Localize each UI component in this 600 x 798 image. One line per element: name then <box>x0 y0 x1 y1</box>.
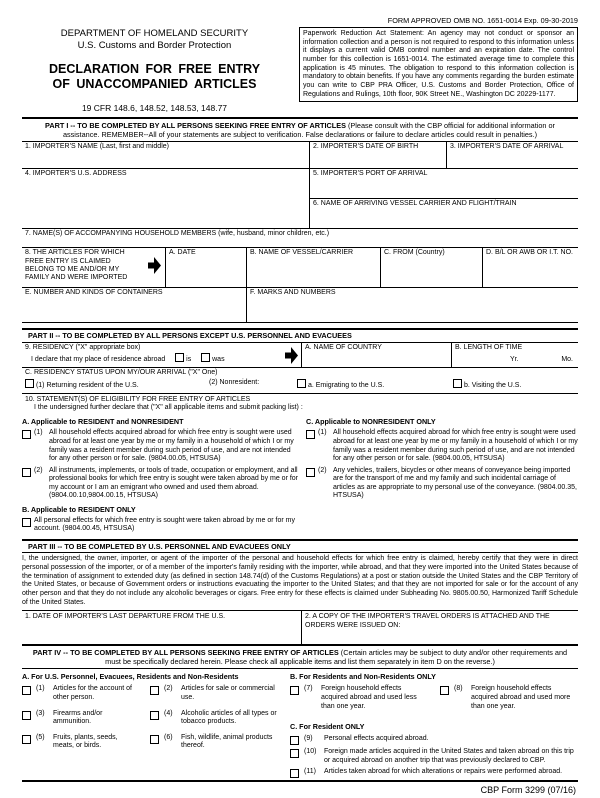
field-travel-orders[interactable] <box>302 611 578 644</box>
form-id: CBP Form 3299 (07/16) <box>480 785 576 796</box>
item-2-num: (2) <box>164 685 173 693</box>
checkbox-statement-c2[interactable] <box>306 468 315 477</box>
checkbox-item-11[interactable] <box>290 769 299 778</box>
part2-title: PART II -- TO BE COMPLETED BY ALL PERSONS EXCEPT U.S. PERSONNEL AND EVACUEES <box>28 331 352 341</box>
eligibility-statements <box>22 413 578 538</box>
part1-instructions: (Please consult with the CBP official for additional information or assistance. REMEMBER--All of your statements are subject to verification. False declarations or failure to declare articles could result in penalties.) <box>62 120 555 139</box>
checkbox-item-6[interactable] <box>150 735 159 744</box>
statement-c2-text: Any vehicles, trailers, bicycles or other means of conveyance being imported are for the transport of me and my family and such incidental carriage of articles as are appropriate to my personal use of the conveyance. (9804.00.35, HTSUSA) <box>333 466 577 500</box>
item-1-text: Articles for the account of other person. <box>53 685 132 701</box>
item-11-text: Articles taken abroad for which alterations or repairs were performed abroad. <box>324 768 563 776</box>
item-4 <box>150 710 290 727</box>
field-us-address-label: 4. IMPORTER'S U.S. ADDRESS <box>25 170 127 178</box>
agency-subname: U.S. Customs and Border Protection <box>77 39 232 51</box>
checkbox-item-4[interactable] <box>150 711 159 720</box>
checkbox-emigrating[interactable] <box>297 379 306 388</box>
field-importers-name-label: 1. IMPORTER'S NAME (Last, first and middle) <box>25 143 169 151</box>
residency-status-title: C. RESIDENCY STATUS UPON MY/OUR ARRIVAL ("X" One) <box>25 368 218 376</box>
checkbox-residence-was[interactable] <box>201 353 210 362</box>
field-port-of-arrival-label: 5. IMPORTER'S PORT OF ARRIVAL <box>313 170 428 178</box>
item-1-num: (1) <box>36 685 45 693</box>
statement-a2 <box>22 467 300 501</box>
part4-header <box>22 644 578 669</box>
item-6 <box>150 734 290 751</box>
statement-c1-num: (1) <box>318 429 327 437</box>
visiting-option <box>453 379 521 390</box>
residency-title: 9. RESIDENCY ("X" appropriate box) <box>25 343 141 351</box>
agency-name: DEPARTMENT OF HOMELAND SECURITY <box>60 28 249 39</box>
part4-section-bc <box>290 672 578 778</box>
item-9 <box>290 735 578 745</box>
agency-block <box>22 16 287 113</box>
item-5-num: (5) <box>36 733 45 741</box>
part4-title: PART IV -- TO BE COMPLETED BY ALL PERSONS SEEKING FREE ENTRY OF ARTICLES <box>32 647 339 657</box>
emigrating-label: a. Emigrating to the U.S. <box>307 382 385 390</box>
statement-a2-num: (2) <box>34 466 43 474</box>
field-last-departure-label: 1. DATE OF IMPORTER'S LAST DEPARTURE FROM THE U.S. <box>25 613 226 621</box>
field-from-country[interactable] <box>381 248 483 288</box>
item-6-num: (6) <box>164 733 173 741</box>
field-length-of-time[interactable] <box>452 343 578 367</box>
field-vessel-carrier-flight-label: 6. NAME OF ARRIVING VESSEL CARRIER AND FLIGHT/TRAIN <box>313 200 517 208</box>
residence-is-label: is <box>186 356 192 364</box>
part2-body <box>22 343 578 539</box>
statements-right-column <box>300 413 578 533</box>
length-of-time-label: B. LENGTH OF TIME <box>455 343 523 351</box>
item-11 <box>290 768 578 778</box>
field-date-label: A. DATE <box>169 249 196 257</box>
item-7-text: Foreign household effects acquired abroad and used less than one year. <box>321 685 417 710</box>
eligibility-intro <box>22 394 578 414</box>
item-10-num: (10) <box>304 748 317 756</box>
checkbox-item-2[interactable] <box>150 686 159 695</box>
statement-a2-text: All instruments, implements, or tools of trade, occupation or employment, and all professional books for which free entry is sought were taken abroad by me or for my account or I am an emigrant who owned and used them abroad. (9804.00.10,9804.00.15, HTSUSA) <box>49 466 299 500</box>
part4-instructions: (Certain articles may be subject to duty and/or other requirements and must be specifically declared herein. Please check all applicable items and list them separately in item D on the reverse.) <box>105 647 568 667</box>
statement-a1 <box>22 429 300 463</box>
checkbox-returning-resident[interactable] <box>25 379 34 388</box>
part2-header <box>22 328 578 343</box>
checkbox-statement-a1[interactable] <box>22 430 31 439</box>
part4-c-heading: C. For Resident ONLY <box>290 722 365 732</box>
field-date-of-arrival-label: 3. IMPORTER'S DATE OF ARRIVAL <box>450 143 564 151</box>
arrow-right-icon <box>148 257 161 274</box>
statement-c1 <box>306 429 578 463</box>
checkbox-item-5[interactable] <box>22 735 31 744</box>
item-3-text: Firearms and/or ammunition. <box>53 709 103 726</box>
checkbox-residence-is[interactable] <box>175 353 184 362</box>
statement-a1-num: (1) <box>34 429 43 437</box>
field-household-members[interactable] <box>22 229 578 247</box>
field-marks-numbers[interactable] <box>247 288 578 322</box>
item-7-num: (7) <box>304 685 313 693</box>
checkbox-item-8[interactable] <box>440 686 449 695</box>
statement-a1-text: All household effects acquired abroad for which free entry is sought were used abroad for at least one year by me or my family in a household of which I or my family was a resident member during such period of use, and are not intended for any other person or for sale. (9804.00.05, HTSUSA) <box>49 429 294 463</box>
part1-title: PART I -- TO BE COMPLETED BY ALL PERSONS SEEKING FREE ENTRY OF ARTICLES <box>45 120 346 130</box>
omb-approval: FORM APPROVED OMB NO. 1651-0014 Exp. 09-30-2019 <box>387 16 578 25</box>
part4-a-heading: A. For U.S. Personnel, Evacuees, Residents and Non-Residents <box>22 672 239 682</box>
form-title-line2: OF UNACCOMPANIED ARTICLES <box>52 77 257 92</box>
field-importers-name[interactable] <box>22 142 310 169</box>
item-8-num: (8) <box>454 685 463 693</box>
section-b-heading: B. Applicable to RESIDENT ONLY <box>22 504 136 514</box>
checkbox-item-3[interactable] <box>22 711 31 720</box>
item-7 <box>290 685 440 711</box>
item-4-num: (4) <box>164 709 173 717</box>
item-2 <box>150 685 290 702</box>
cfr-citation: 19 CFR 148.6, 148.52, 148.53, 148.77 <box>81 103 228 113</box>
field-articles-claim <box>22 248 166 288</box>
checkbox-item-9[interactable] <box>290 736 299 745</box>
item-5 <box>22 734 150 751</box>
nonresident-label: (2) Nonresident: <box>209 379 260 387</box>
field-vessel-carrier-name[interactable] <box>247 248 381 288</box>
checkbox-statement-a2[interactable] <box>22 468 31 477</box>
field-residency <box>22 343 302 367</box>
part3-certification: I, the undersigned, the owner, importer, or agent of the importer of the personal and household effects for which free entry is claimed, hereby certify that they were in direct personal possession of the importer, or of a member of the importer's family residing with the importer, while abroad, and that they were imported into the United States because of the termination of assignment to extended duty (as defined in section 148.74(d) of the Customs Regulations) at a post or station outside the United States and the CBP Territory of the United States, or because of Government orders or instructions evacuating the importer to the United States; and that they are not imported for sale or for the account of any other person and that they do not include any alcoholic beverages or cigars. Free entry for these effects is claimed under Subheading No. 9805.00.50, Harmonized Tariff Schedule of the United States. <box>22 555 578 606</box>
item-9-num: (9) <box>304 735 313 743</box>
name-of-country-label: A. NAME OF COUNTRY <box>305 343 382 351</box>
field-bl-awb-it-no[interactable] <box>483 248 578 288</box>
omb-block <box>287 16 578 113</box>
item-8-text: Foreign household effects acquired abroad and used more than one year. <box>471 685 571 710</box>
returning-resident-option <box>25 379 139 390</box>
length-yr-label: Yr. <box>510 355 519 363</box>
emigrating-option <box>297 379 384 390</box>
field-household-members-label: 7. NAME(S) OF ACCOMPANYING HOUSEHOLD MEMBERS (wife, husband, minor children, etc.) <box>25 230 330 238</box>
field-date-of-arrival[interactable] <box>447 142 578 169</box>
section-c-heading: C. Applicable to NONRESIDENT ONLY <box>306 417 436 427</box>
field-from-country-label: C. FROM (Country) <box>384 249 445 257</box>
field-date-of-birth-label: 2. IMPORTER'S DATE OF BIRTH <box>313 143 419 151</box>
item-4-text: Alcoholic articles of all types or tobacco products. <box>181 709 277 726</box>
field-date-of-birth[interactable] <box>310 142 447 169</box>
statement-b1-text: All personal effects for which free entry is sought were taken abroad by me or for my account. (9804.00.45, HTSUSA) <box>34 516 295 533</box>
checkbox-item-7[interactable] <box>290 686 299 695</box>
residency-status-row <box>22 368 578 394</box>
field-vessel-carrier-name-label: B. NAME OF VESSEL/CARRIER <box>250 249 354 257</box>
part1-table <box>22 142 578 247</box>
length-mo-label: Mo. <box>561 355 573 363</box>
item-6-text: Fish, wildlife, animal products thereof. <box>181 733 273 750</box>
part4-section-a <box>22 672 290 778</box>
item-3 <box>22 710 150 727</box>
statement-c2-num: (2) <box>318 466 327 474</box>
form-header <box>22 16 578 113</box>
section-a-heading: A. Applicable to RESIDENT and NONRESIDENT <box>22 417 184 427</box>
item-5-text: Fruits, plants, seeds, meats, or birds. <box>53 733 118 750</box>
part3-fields <box>22 610 578 644</box>
item-9-text: Personal effects acquired abroad. <box>324 735 429 743</box>
statement-b1 <box>22 517 300 534</box>
checkbox-visiting[interactable] <box>453 379 462 388</box>
part3-header <box>22 539 578 554</box>
field-date[interactable] <box>166 248 247 288</box>
visiting-label: b. Visiting the U.S. <box>463 382 522 390</box>
field-bl-awb-it-no-label: D. B/L OR AWB OR I.T. NO. <box>486 249 573 257</box>
field-last-departure-date[interactable] <box>22 611 302 644</box>
form-title-line1: DECLARATION FOR FREE ENTRY <box>48 61 261 76</box>
statements-left-column <box>22 413 300 533</box>
item-10-text: Foreign made articles acquired in the United States and taken abroad on this trip or acquired abroad on another trip that was previously declared to CBP. <box>324 748 574 764</box>
residency-declare-text: I declare that my place of residence abroad <box>31 356 166 364</box>
checkbox-item-10[interactable] <box>290 749 299 758</box>
field-us-address[interactable] <box>22 169 310 229</box>
field-port-of-arrival[interactable] <box>310 169 578 199</box>
item-11-num: (11) <box>304 768 316 776</box>
paperwork-reduction-statement: Paperwork Reduction Act Statement: An agency may not conduct or sponsor an information collection and a person is not required to respond to this information unless it displays a current valid OMB control number and an expiration date. The control number for this collection is 1651-0014. The estimated average time to complete this application is 45 minutes. The obligation to respond to this information collection is mandatory to obtain benefits. If you have any comments regarding the burden estimate you can write to CBP PRA Officer, U.S. Customs and Border Protection, Office of Regulations and Rulings, 10th floor, 90K Street NE., Washington DC 20229-1177. <box>299 27 578 102</box>
field-containers[interactable] <box>22 288 247 322</box>
item-2-text: Articles for sale or commercial use. <box>181 685 275 701</box>
field-travel-orders-label: 2. A COPY OF THE IMPORTER'S TRAVEL ORDERS IS ATTACHED AND THE ORDERS WERE ISSUED ON: <box>305 613 550 629</box>
residence-was-label: was <box>212 356 225 364</box>
part3-title: PART III -- TO BE COMPLETED BY U.S. PERSONNEL AND EVACUEES ONLY <box>28 541 291 551</box>
part4-b-heading: B. For Residents and Non-Residents ONLY <box>290 672 436 682</box>
statement-c1-text: All household effects acquired abroad for which free entry is sought were used abroad for at least one year by me or my family in a household of which I or my family was a resident member during such period of use, and are not intended for any other person or for sale. (9804.00.05, HTSUSA) <box>333 429 578 463</box>
checkbox-item-1[interactable] <box>22 686 31 695</box>
field-articles-claim-label: 8. THE ARTICLES FOR WHICH FREE ENTRY IS CLAIMED BELONG TO ME AND/OR MY FAMILY AND WERE IMPORTED <box>25 249 128 282</box>
checkbox-statement-b1[interactable] <box>22 518 31 527</box>
item-1 <box>22 685 150 702</box>
field-name-of-country[interactable] <box>302 343 452 367</box>
statement-c2 <box>306 467 578 501</box>
item-3-num: (3) <box>36 709 45 717</box>
field-containers-label: E. NUMBER AND KINDS OF CONTAINERS <box>25 289 163 297</box>
arrow-right-icon <box>285 347 298 364</box>
item-8 <box>440 685 578 711</box>
eligibility-title: 10. STATEMENT(S) OF ELIGIBILITY FOR FREE ENTRY OF ARTICLES <box>25 395 251 403</box>
part4-body <box>22 669 578 778</box>
articles-table <box>22 247 578 323</box>
field-vessel-carrier-flight[interactable] <box>310 199 578 229</box>
eligibility-subtitle: I the undersigned further declare that ("X" all applicable items and submit packing list) : <box>34 404 303 412</box>
returning-resident-label: (1) Returning resident of the U.S. <box>35 382 139 390</box>
checkbox-statement-c1[interactable] <box>306 430 315 439</box>
field-marks-numbers-label: F. MARKS AND NUMBERS <box>250 289 336 297</box>
item-10 <box>290 748 578 765</box>
part1-header <box>22 117 578 142</box>
